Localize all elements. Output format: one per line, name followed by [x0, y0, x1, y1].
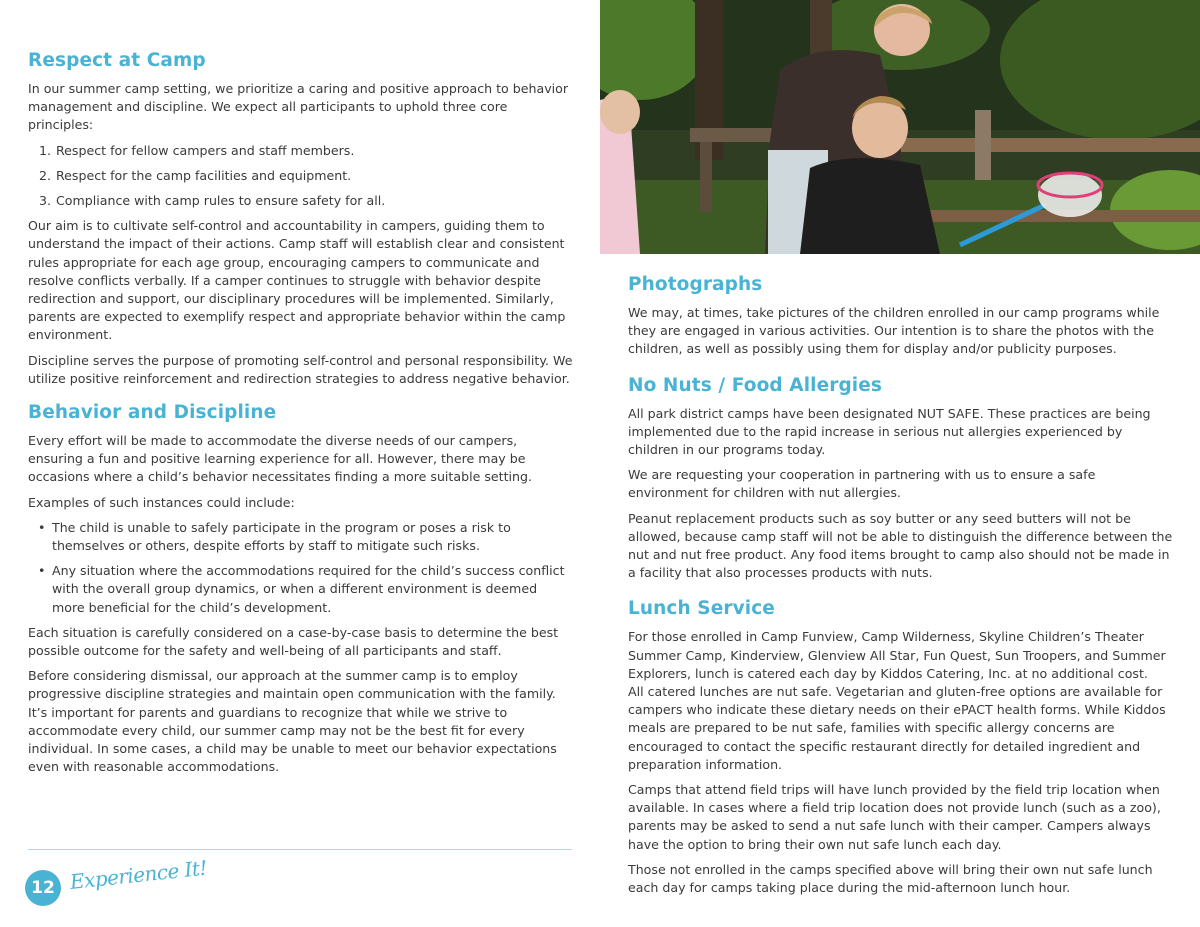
example-item: • Any situation where the accommodations required for the child’s success conflict with the overall group dynamics, or when a different environment is deemed more beneficial for the child’s development.	[52, 562, 573, 617]
tagline: Experience It!	[68, 855, 209, 894]
examples-list	[28, 519, 573, 617]
right-column	[628, 272, 1173, 911]
behavior-section	[28, 400, 573, 776]
nuts-heading: No Nuts / Food Allergies	[628, 374, 882, 396]
behavior-paragraph: Each situation is carefully considered on a case-by-case basis to determine the best possible outcome for the safety and well-being of all participants and staff.	[28, 624, 559, 659]
photographs-section	[628, 272, 1173, 359]
example-item: • The child is unable to safely participate in the program or poses a risk to themselves or others, despite efforts by staff to mitigate such risks.	[52, 519, 573, 555]
page-number: 12	[25, 870, 61, 906]
camp-photo	[600, 0, 1200, 254]
behavior-intro: Every effort will be made to accommodate the diverse needs of our campers, ensuring a fun and positive learning experience for all. However, there may be occasions where a child’s behavior necessitates finding a more suitable setting.	[28, 433, 532, 485]
respect-section	[28, 48, 573, 388]
nuts-paragraph: Peanut replacement products such as soy butter or any seed butters will not be allowed, because camp staff will not be able to distinguish the difference between the nut and nut free product. Any food items brought to camp also should not be made in a facility that also processes products with nuts.	[628, 510, 1173, 581]
nuts-paragraph: All park district camps have been designated NUT SAFE. These practices are being implemented due to the rapid increase in serious nut allergies experienced by children in our programs today.	[628, 405, 1151, 458]
principles-list	[28, 142, 573, 211]
respect-paragraph: Our aim is to cultivate self-control and accountability in campers, guiding them to understand the impact of their actions. Camp staff will establish clear and consistent rules appropriate for each age group, encouraging campers to communicate and resolve conflicts verbally. If a camper continues to struggle with behavior despite redirection and support, our disciplinary procedures will be implemented. Similarly, parents are expected to exemplify respect and appropriate behavior within the camp environment.	[28, 218, 566, 343]
nuts-paragraph: We are requesting your cooperation in partnering with us to ensure a safe environment for children with nut allergies.	[628, 467, 1096, 501]
lunch-paragraph: Camps that attend field trips will have lunch provided by the field trip location when available. In cases where a field trip location does not provide lunch (such as a zoo), parents may be asked to send a nut safe lunch with their camper. Campers always have the option to bring their own nut safe lunch each day.	[628, 782, 1161, 852]
lunch-paragraph-part: For those enrolled in Camp Funview, Camp Wilderness, Skyline Children’s Theater Summer Camp, Kinderview, Glenview All Star, Fun Quest, Sun Troopers, and Summer Explorers, lunch is catered each day by Kiddos Catering, Inc. at no additional cost.	[628, 629, 1166, 681]
principle-item: 1. Respect for fellow campers and staff members.	[55, 142, 573, 160]
respect-intro: In our summer camp setting, we prioritize a caring and positive approach to behavior management and discipline. We expect all participants to uphold three core principles:	[28, 81, 569, 133]
principle-item: 2. Respect for the camp facilities and equipment.	[55, 167, 573, 185]
left-column	[28, 48, 573, 789]
nuts-section	[628, 373, 1173, 583]
footer-divider	[28, 849, 572, 850]
behavior-paragraph: Before considering dismissal, our approach at the summer camp is to employ progressive discipline strategies and maintain open communication with the family. It’s important for parents and guardians to recognize that while we strive to accommodate every child, our summer camp may not be the best fit for every individual. In some cases, a child may be unable to meet our behavior expectations even with reasonable accommodations.	[28, 668, 557, 775]
photographs-heading: Photographs	[628, 274, 763, 295]
photographs-paragraph: We may, at times, take pictures of the children enrolled in our camp programs while they are engaged in various activities. Our intention is to share the photos with the children, as well as possibly using them for display and/or publicity purposes.	[628, 305, 1160, 357]
respect-paragraph: Discipline serves the purpose of promoting self-control and personal responsibility. We utilize positive reinforcement and redirection strategies to address negative behavior.	[28, 352, 573, 386]
lunch-section	[628, 596, 1173, 897]
principle-item: 3. Compliance with camp rules to ensure safety for all.	[55, 192, 573, 210]
lunch-paragraph	[628, 628, 1173, 774]
camp-photo-illustration	[600, 0, 1200, 254]
behavior-heading: Behavior and Discipline	[28, 402, 277, 424]
examples-label: Examples of such instances could include:	[28, 494, 295, 510]
respect-heading: Respect at Camp	[28, 50, 206, 71]
lunch-paragraph: Those not enrolled in the camps specified above will bring their own nut safe lunch each day for camps taking place during the mid-afternoon lunch hour.	[628, 861, 1153, 896]
lunch-heading: Lunch Service	[628, 598, 775, 620]
lunch-paragraph-part: All catered lunches are nut safe. Vegetarian and gluten-free options are available for campers who indicate these dietary needs on their ePACT health forms. While Kiddos meals are prepared to be nut safe, families with specific allergy concerns are encouraged to contact the specific restaurant directly for detailed ingredient and preparation information.	[628, 684, 1166, 772]
